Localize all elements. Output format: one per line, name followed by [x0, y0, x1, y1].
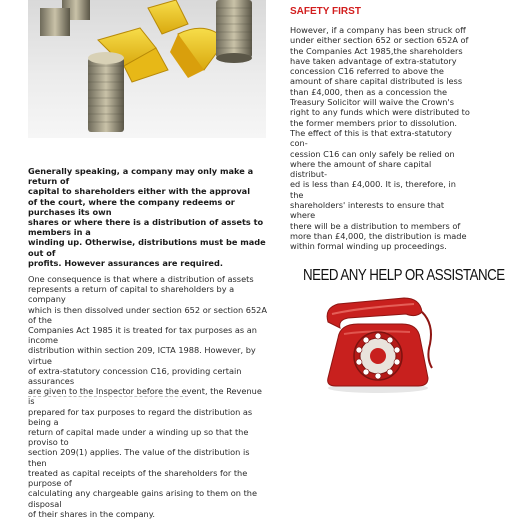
footer-divider — [28, 396, 188, 398]
safety-first-heading: SAFETY FIRST — [290, 6, 361, 17]
coins-pie-photo — [28, 0, 266, 138]
body-paragraph: One consequence is that where a distribution of assets represents a return of capital to shareholders by a company which is then dissolved under section 652 or section 652A of the Companies Act 1985 it is treated for tax purposes as an income distribution within section 209, ICTA 1988. However, by virtue of extra-statutory concession C16, providing certain assurances are given to the Inspector before the event, the Revenue is prepared for tax purposes to regard the distribution as being a return of capital made under a winding up so that the proviso to section 209(1) applies. The value of the distribution is then treated as capital receipts of the shareholders for the purpose of calculating any chargeable gains arising to them on the disposal of their shares in the company. — [28, 274, 267, 519]
safety-first-paragraph: However, if a company has been struck off under either section 652 or section 652A of the Companies Act 1985,the shareholders have taken advantage of extra-statutory concession C16 referred to above the amount of share capital distributed is less than £4,000, then as a concession the Treasury Solicitor will waive the Crown's right to any funds which were distributed to the former members prior to dissolution. The effect of this is that extra-statutory con- cession C16 can only safely be relied on where the amount of share capital distribut- ed is less than £4,000. It is, therefore, in the shareholders' interests to ensure that where there will be a distribution to members of more than £4,000, the distribution is made within formal winding up proceedings. — [290, 25, 470, 252]
coin-stack-center — [88, 52, 124, 132]
help-heading: NEED ANY HELP OR ASSISTANCE — [303, 267, 505, 284]
coin-stack-right — [216, 0, 252, 63]
intro-paragraph: Generally speaking, a company may only make a return of capital to shareholders either with the approval of the court, where the company redeems or purchases its own shares or where there is a distribution of assets to members in a winding up. Otherwise, distributions must be made out of profits. However assurances are required. — [28, 166, 266, 268]
coin-stack-left — [40, 0, 90, 36]
telephone-icon — [318, 294, 436, 398]
right-column — [290, 6, 470, 252]
left-column — [28, 166, 268, 519]
